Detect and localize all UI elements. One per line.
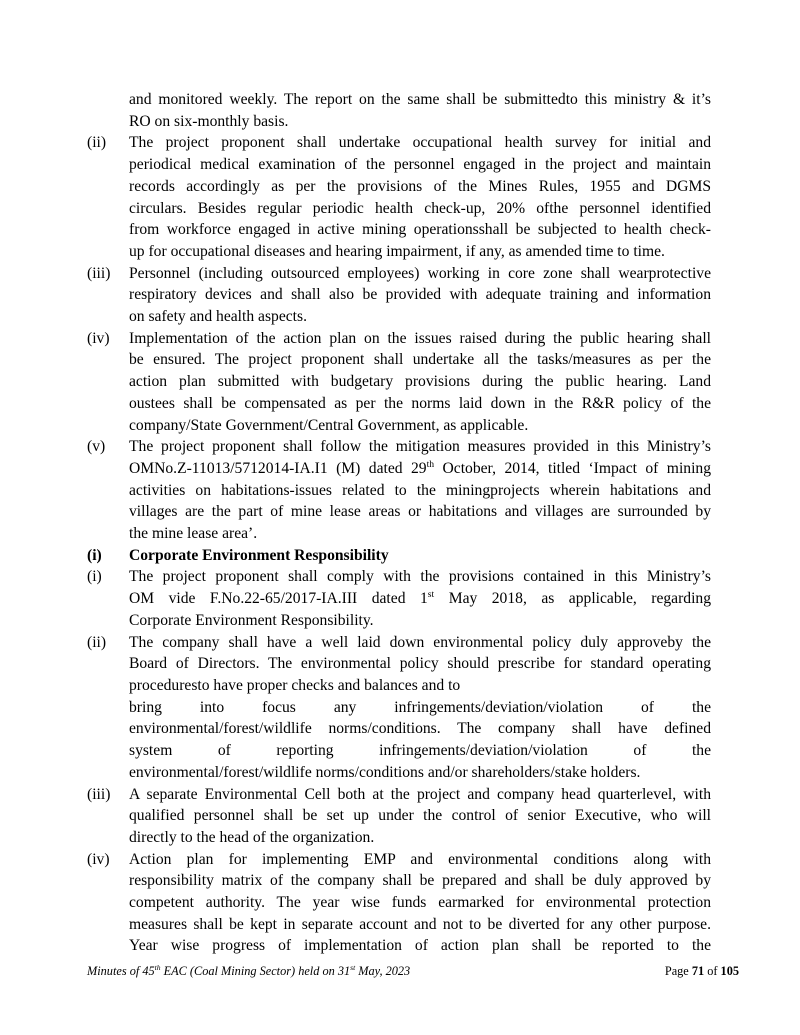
paragraph-marker xyxy=(87,89,129,132)
text-line xyxy=(129,675,711,697)
text-line xyxy=(129,328,711,350)
paragraph-text xyxy=(129,263,711,328)
paragraph-text xyxy=(129,566,711,631)
text-run: up for occupational diseases and hearing impairment, if any, as amended time to time. xyxy=(129,242,665,260)
text-run: 71 xyxy=(691,964,705,978)
text-run: activities on habitations-issues related to the miningprojects wherein habitations and xyxy=(129,481,711,499)
paragraph-text xyxy=(129,328,711,437)
paragraph-text xyxy=(129,632,711,784)
paragraph xyxy=(87,436,712,545)
text-line xyxy=(129,545,711,567)
text-run: responsibility matrix of the company shall be prepared and shall be duly approved by xyxy=(129,872,711,890)
text-run: EAC (Coal Mining Sector) held on 31 xyxy=(160,964,351,978)
text-run: of xyxy=(704,964,721,978)
text-run: Year wise progress of implementation of action plan shall be reported to the xyxy=(129,937,711,955)
text-line xyxy=(129,176,711,198)
text-line xyxy=(129,371,711,393)
text-line xyxy=(129,219,711,241)
text-run: circulars. Besides regular periodic health check-up, 20% ofthe personnel identified xyxy=(129,199,711,217)
paragraph-marker: (ii) xyxy=(87,134,107,152)
text-line xyxy=(129,349,711,371)
text-run: OMNo.Z-11013/5712014-IA.I1 (M) dated 29 xyxy=(129,459,427,477)
paragraph-marker: (iii) xyxy=(87,785,111,803)
text-run: The project proponent shall undertake occupational health survey for initial and xyxy=(129,134,711,152)
text-run: records accordingly as per the provisions of the Mines Rules, 1955 and DGMS xyxy=(129,177,711,195)
paragraph xyxy=(87,632,712,784)
text-run: on safety and health aspects. xyxy=(129,308,307,326)
text-run: Corporate Environment Responsibility. xyxy=(129,611,374,629)
text-line xyxy=(129,480,711,502)
text-run: competent authority. The year wise funds earmarked for environmental protection xyxy=(129,894,711,912)
text-run: Board of Directors. The environmental policy should prescribe for standard operating xyxy=(129,655,711,673)
paragraph-marker: (iv) xyxy=(87,850,110,868)
superscript-text: st xyxy=(427,588,435,600)
text-run: Minutes of 45 xyxy=(87,964,155,978)
text-line xyxy=(129,784,711,806)
text-line xyxy=(129,870,711,892)
text-run: October, 2014, titled ‘Impact of mining xyxy=(434,459,711,477)
text-line xyxy=(129,805,711,827)
text-run: villages are the part of mine lease areas or habitations and villages are surrounded by xyxy=(129,503,711,521)
text-run: from workforce engaged in active mining operationsshall be subjected to health check- xyxy=(129,221,711,239)
superscript-text: th xyxy=(426,458,435,470)
footer-page-number xyxy=(665,964,739,979)
paragraph xyxy=(87,784,712,849)
superscript-text: th xyxy=(154,962,161,972)
paragraph-marker: (v) xyxy=(87,438,106,456)
text-run: proceduresto have proper checks and balances and to xyxy=(129,676,461,694)
superscript-text: st xyxy=(350,962,356,972)
paragraph xyxy=(87,849,712,958)
text-line xyxy=(129,501,711,523)
text-line xyxy=(129,436,711,458)
text-run: A separate Environmental Cell both at the project and company head quarterlevel, with xyxy=(129,785,711,803)
paragraph xyxy=(87,566,712,631)
text-line xyxy=(129,263,711,285)
text-line xyxy=(129,914,711,936)
text-line xyxy=(129,697,711,719)
text-line xyxy=(129,284,711,306)
paragraph-text xyxy=(129,849,711,958)
text-run: Action plan for implementing EMP and environmental conditions along with xyxy=(129,850,711,868)
section-heading xyxy=(87,545,712,567)
text-line xyxy=(129,566,711,588)
text-line xyxy=(129,653,711,675)
text-run: the mine lease area’. xyxy=(129,525,258,543)
text-run: RO on six-monthly basis. xyxy=(129,112,289,130)
text-run: May 2018, as applicable, regarding xyxy=(434,590,711,608)
text-line xyxy=(129,632,711,654)
text-run: May, 2023 xyxy=(355,964,411,978)
text-line xyxy=(129,740,711,762)
paragraph-text xyxy=(129,784,711,849)
text-line xyxy=(129,588,711,610)
text-run: Page xyxy=(664,964,692,978)
text-run: oustees shall be compensated as per the norms laid down in the R&R policy of the xyxy=(129,394,711,412)
text-line xyxy=(129,111,711,133)
paragraph-marker: (iv) xyxy=(87,329,110,347)
text-line xyxy=(129,458,711,480)
text-run: Corporate Environment Responsibility xyxy=(129,546,389,564)
text-run: OM vide F.No.22-65/2017-IA.III dated 1 xyxy=(129,590,428,608)
text-run: environmental/forest/wildlife norms/conditions. The company shall have defined xyxy=(129,720,711,738)
text-run: The project proponent shall follow the mitigation measures provided in this Ministry’s xyxy=(129,438,711,456)
text-line xyxy=(129,132,711,154)
paragraph xyxy=(87,89,712,132)
text-line xyxy=(129,415,711,437)
paragraph-text xyxy=(129,545,711,567)
text-run: Implementation of the action plan on the issues raised during the public hearing shall xyxy=(129,329,711,347)
text-line xyxy=(129,762,711,784)
page-footer xyxy=(87,964,739,979)
paragraph xyxy=(87,132,712,262)
text-line xyxy=(129,393,711,415)
text-line xyxy=(129,849,711,871)
paragraph-text xyxy=(129,436,711,545)
paragraph xyxy=(87,328,712,437)
text-line xyxy=(129,718,711,740)
text-run: bring into focus any infringements/deviation/violation of the xyxy=(129,698,711,716)
text-line xyxy=(129,523,711,545)
text-line xyxy=(129,827,711,849)
text-run: environmental/forest/wildlife norms/conditions and/or shareholders/stake holders. xyxy=(129,763,641,781)
text-line xyxy=(129,154,711,176)
text-run: be ensured. The project proponent shall undertake all the tasks/measures as per the xyxy=(129,351,711,369)
text-line xyxy=(129,241,711,263)
text-line xyxy=(129,610,711,632)
paragraph xyxy=(87,263,712,328)
text-run: respiratory devices and shall also be provided with adequate training and information xyxy=(129,286,711,304)
text-run: The project proponent shall comply with the provisions contained in this Ministry’s xyxy=(129,568,711,586)
text-run: periodical medical examination of the personnel engaged in the project and maintain xyxy=(129,156,711,174)
text-run: directly to the head of the organization. xyxy=(129,828,375,846)
text-run: The company shall have a well laid down environmental policy duly approveby the xyxy=(129,633,711,651)
text-run: measures shall be kept in separate account and not to be diverted for any other purpose. xyxy=(129,915,711,933)
text-line xyxy=(129,89,711,111)
text-run: company/State Government/Central Government, as applicable. xyxy=(129,416,529,434)
paragraph-marker: (ii) xyxy=(87,633,107,651)
paragraph-marker: (i) xyxy=(87,568,102,586)
text-run: system of reporting infringements/deviation/violation of the xyxy=(129,742,711,760)
text-line xyxy=(129,935,711,957)
paragraph-marker: (iii) xyxy=(87,264,111,282)
text-run: and monitored weekly. The report on the same shall be submittedto this ministry & it’s xyxy=(129,91,711,108)
text-run: 105 xyxy=(720,964,739,978)
document-body xyxy=(87,89,712,957)
text-line xyxy=(129,306,711,328)
paragraph-text xyxy=(129,132,711,262)
paragraph-marker: (i) xyxy=(87,546,102,564)
paragraph-text xyxy=(129,89,711,132)
text-run: qualified personnel shall be set up under the control of senior Executive, who will xyxy=(129,807,711,825)
text-run: action plan submitted with budgetary provisions during the public hearing. Land xyxy=(129,373,711,391)
text-line xyxy=(129,892,711,914)
text-run: Personnel (including outsourced employees) working in core zone shall wearprotective xyxy=(129,264,711,282)
footer-document-title xyxy=(87,964,410,979)
text-line xyxy=(129,198,711,220)
